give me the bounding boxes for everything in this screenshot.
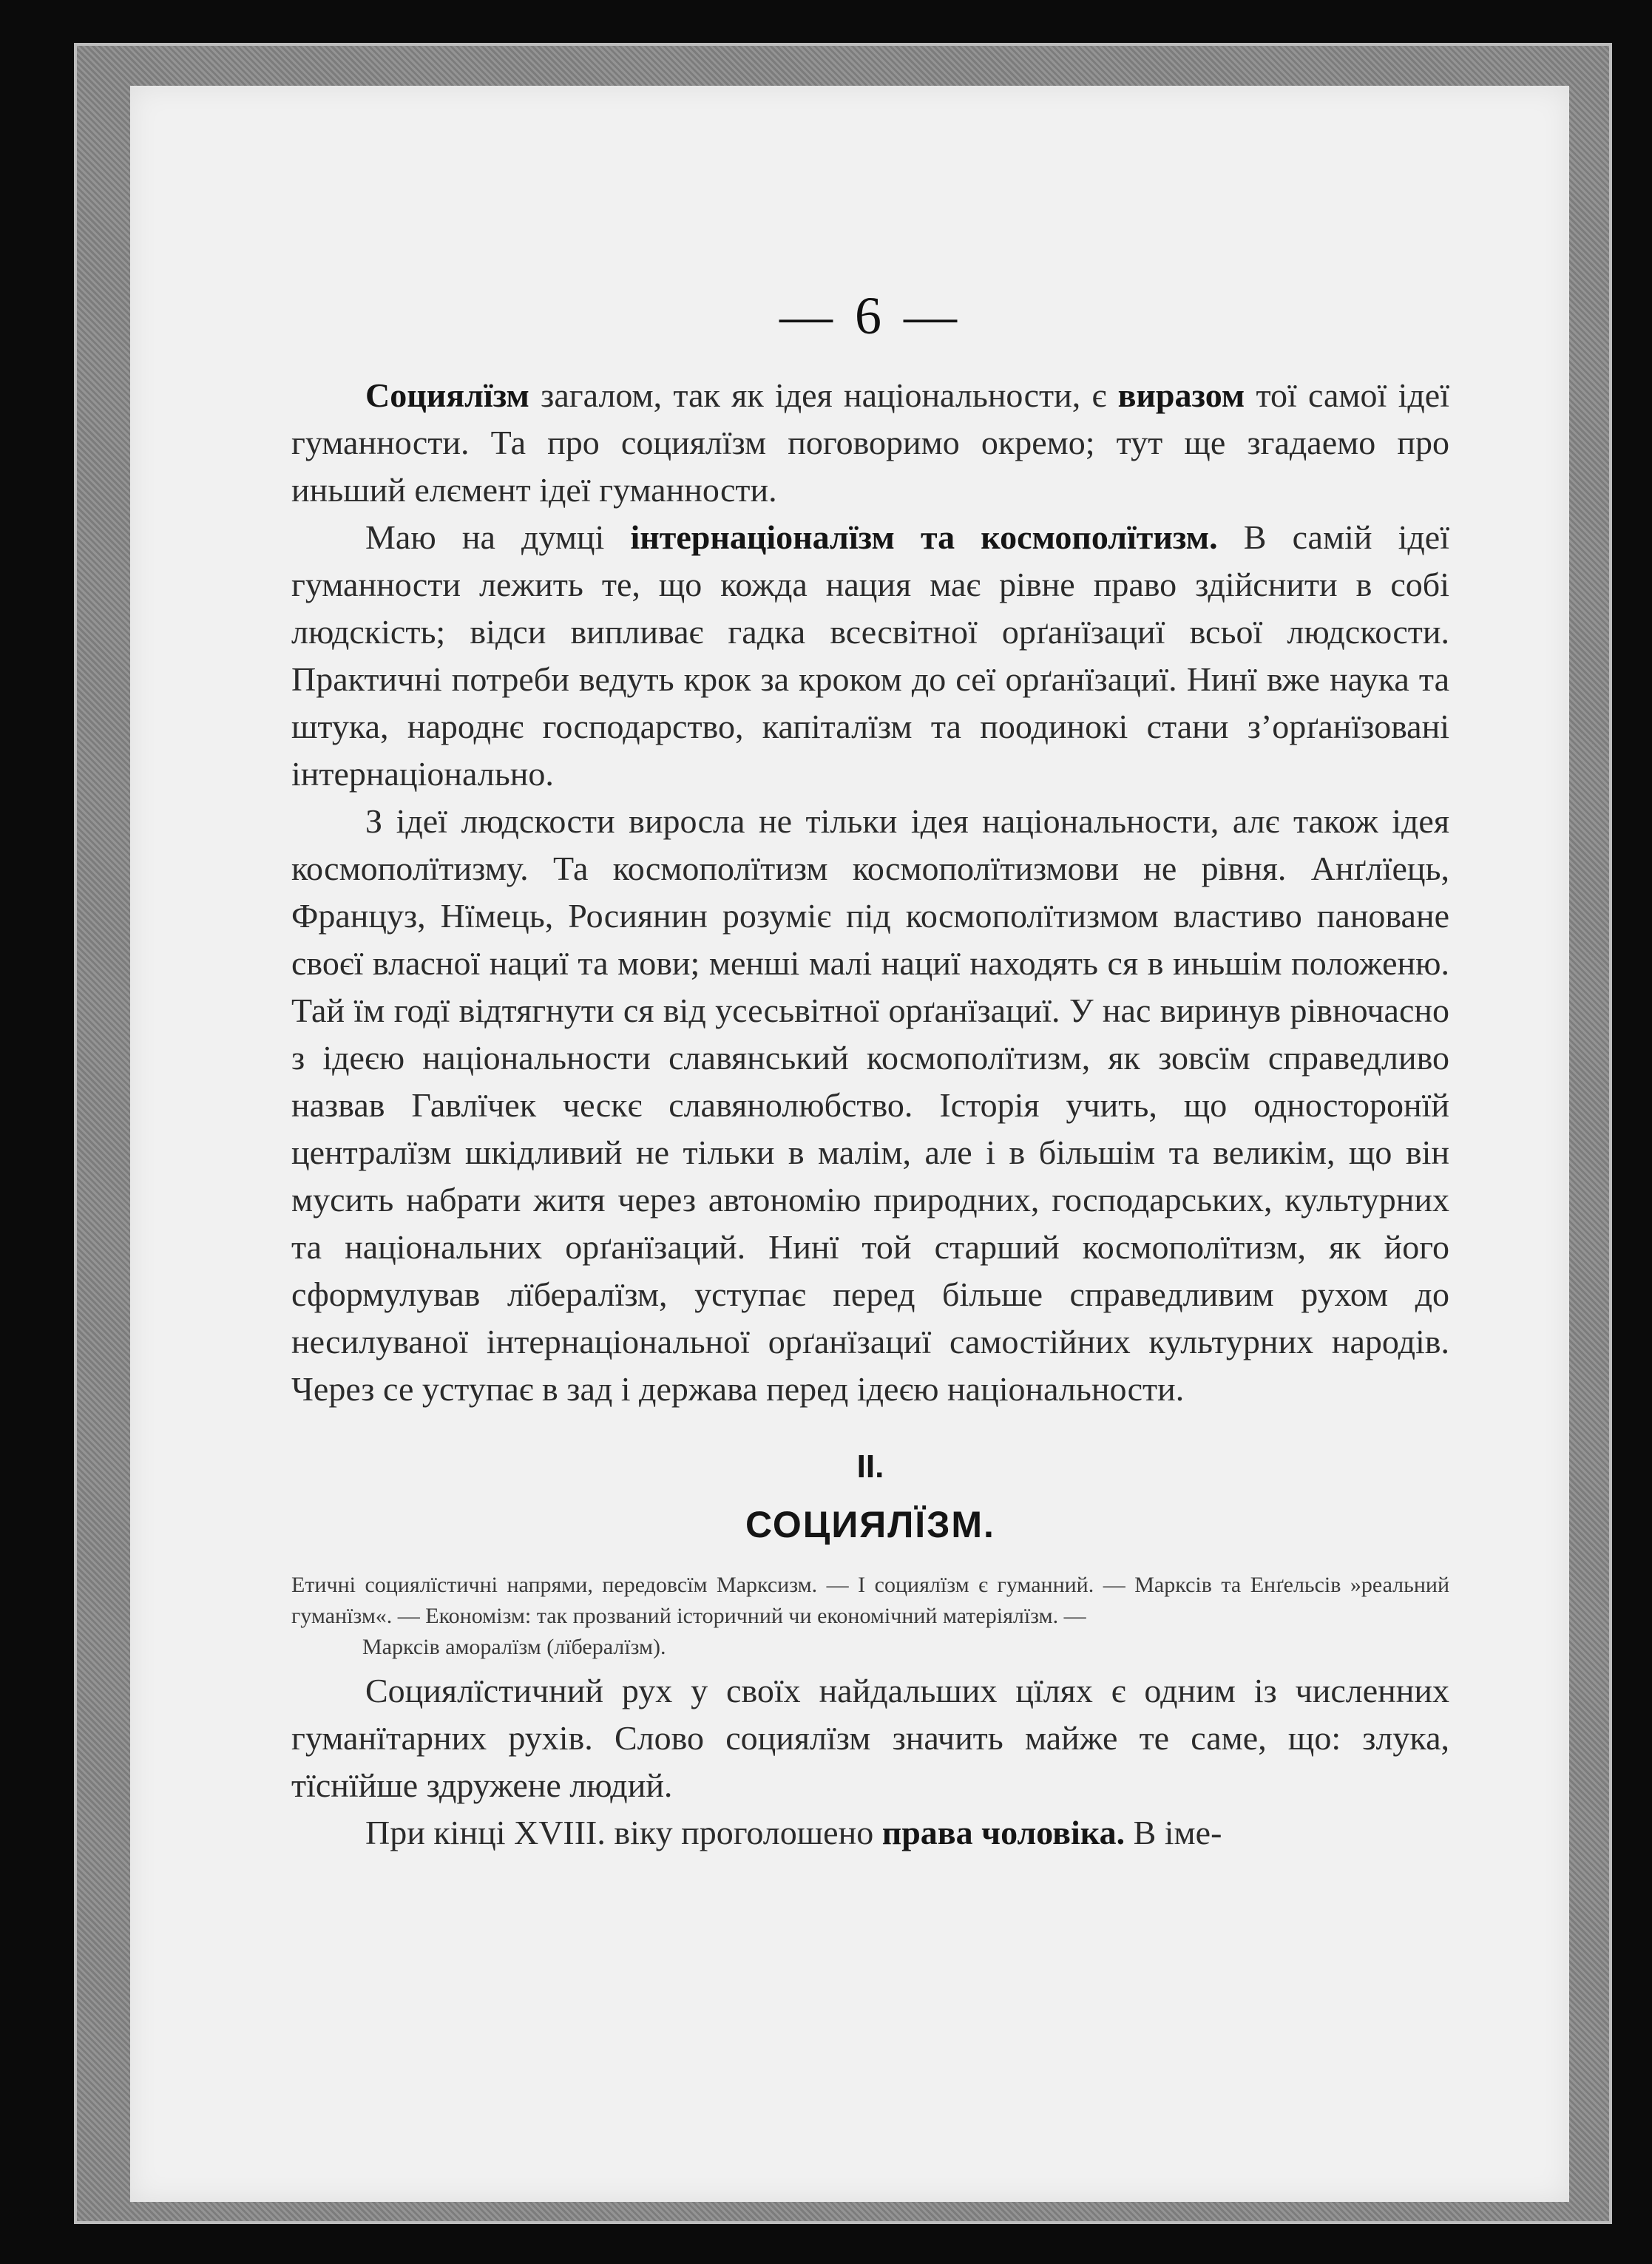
paragraph-text: загалом, так як ідея національности, є (529, 376, 1118, 414)
abstract-text-last: Марксів аморалїзм (лїбералїзм). (362, 1635, 666, 1659)
abstract-text: Етичні социялїстичні напрями, передовсїм Марксизм. — І социялїзм є гуманний. — Марксів та Енґельсів »реальний гуманїзм«. — Економізм: так прозваний історичний чи економічний матеріялїзм. — (291, 1573, 1449, 1628)
paragraph-text: тої самої ідеї гуманности. Та про социялїзм поговоримо окремо; тут ще згадаемо про иньший елємент ідеї гуманности. (291, 376, 1450, 509)
paragraph-text: В самій ідеї гуманности лежить те, що кожда нация має рівне право здійснити в собі людскість; відси випливає гадка всесвітної орґанїзациї всьої людскости. Практичні потреби ведуть крок за кроком до сеї орґанїзациї. Нинї вже наука та штука, народнє господарство, капіталїзм та поодинокі стани з’орґанїзовані інтернаціонально. (291, 518, 1450, 793)
paragraph-socialist-movement: Социялїстичний рух у своїх найдальших цїлях є одним із численних гуманїтарних рухів. Слово социялїзм значить майже те саме, що: злука, тїснїйше здружене людий. (291, 1672, 1449, 1804)
paragraph-cosmopolitanism: З ідеї людскости виросла не тільки ідея національности, алє також ідея космополїтизму. Та космополїтизм космополїтизмови не рівня. Анґлїець, Француз, Нїмець, Росиянин розуміє під космополїтизмом властиво пановане своєї власної нациї та мови; менші малі нациї находять ся в иньшім положеню. Тай їм годї відтягнути ся від усесьвітної орґанїзациї. У нас виринув рівночасно з ідеєю національности славянський космополїтизм, як зовсїм справедливо назвав Гавлїчек ческє славянолюбство. Історія учить, що односторонїй централїзм шкідливий не тільки в малім, але і в більшім та великім, що він мусить набрати житя через автономію природних, господарських, культурних та національних орґанїзаций. Нинї той старший космополїтизм, як його сформулував лїбералїзм, уступає перед більше справедливим рухом до несилуваної інтернаціональної орґанїзациї самостійних культурних народів. Через се уступає в зад і держава перед ідеєю національности. (291, 802, 1449, 1408)
paragraph-socialism-intro (291, 372, 1449, 514)
bold-term: виразом (1117, 376, 1245, 414)
book-page (130, 86, 1569, 2202)
section-title: СОЦИЯЛЇЗМ. (745, 1504, 995, 1545)
bold-term: інтернаціоналїзм та космополїтизм. (630, 518, 1218, 556)
paragraph-text: В іме- (1125, 1814, 1222, 1851)
page-content (291, 197, 1449, 1857)
bold-term: Социялїзм (365, 376, 529, 414)
bold-term: права чоловіка. (881, 1814, 1125, 1851)
section-number: II. (856, 1448, 884, 1485)
paragraph-text: При кінці XVIII. віку проголошено (365, 1814, 882, 1851)
paragraph-text: Маю на думці (365, 518, 631, 556)
paragraph-rights-of-man (291, 1809, 1449, 1857)
section-abstract (291, 1570, 1449, 1663)
paragraph-internationalism (291, 514, 1449, 798)
page-number: — 6 — (779, 286, 961, 345)
